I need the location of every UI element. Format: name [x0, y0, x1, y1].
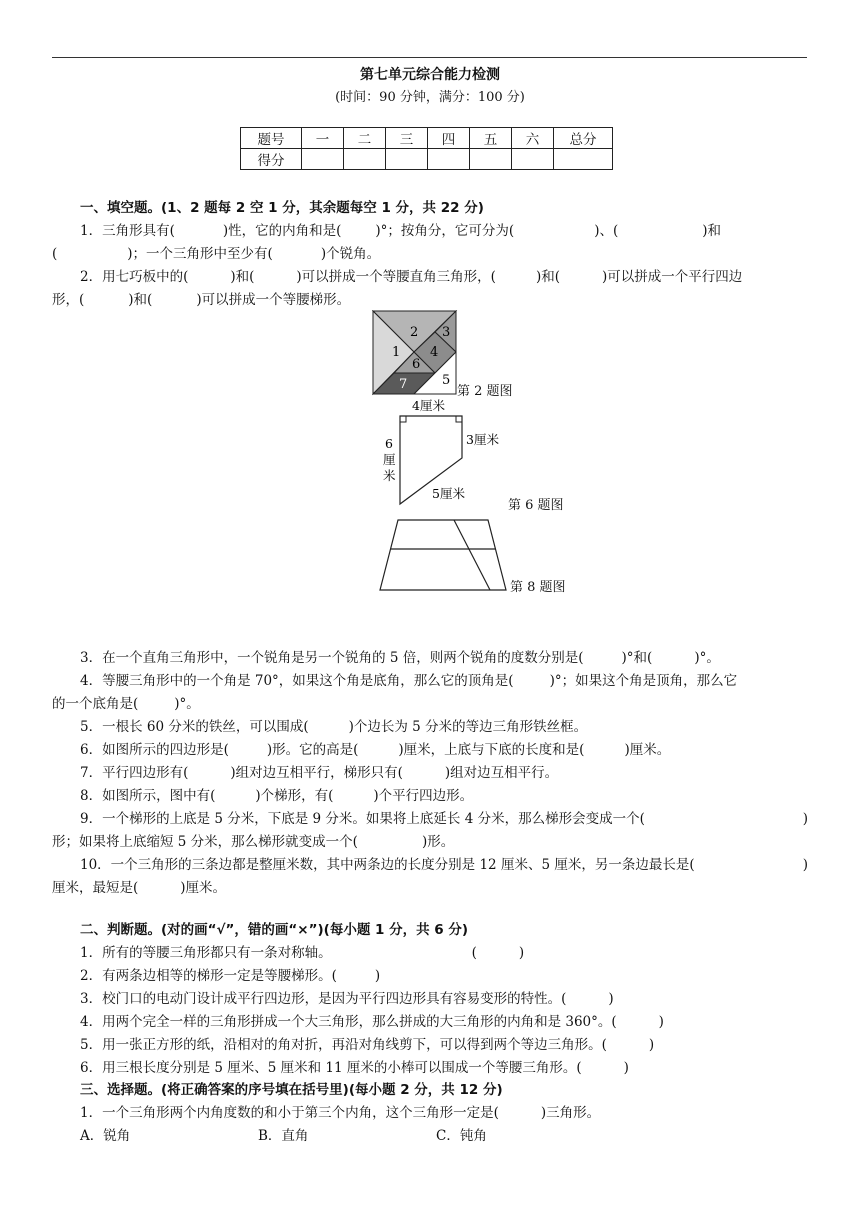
choice-question-1: 1．一个三角形两个内角度数的和小于第三个内角，这个三角形一定是( )三角形。	[80, 1105, 601, 1121]
question-4: 4．等腰三角形中的一个角是 70°，如果这个角是底角，那么它的顶角是( )°；如果这个角是顶角，那么它	[80, 673, 738, 689]
page-subtitle: (时间：90 分钟，满分：100 分)	[335, 90, 525, 105]
choice-options	[52, 1126, 836, 1146]
right-angle-mark	[400, 416, 406, 422]
tangram-label: 6	[412, 357, 421, 372]
score-entry-cell[interactable]	[512, 149, 554, 170]
score-cell: 一	[302, 128, 344, 149]
section3-heading: 三、选择题。(将正确答案的序号填在括号里)(每小题 2 分，共 12 分)	[80, 1082, 503, 1098]
right-length-label: 3厘米	[466, 432, 499, 447]
question-8: 8．如图所示，图中有( )个梯形，有( )个平行四边形。	[80, 788, 474, 804]
tangram-label: 3	[442, 325, 451, 340]
score-cell: 六	[512, 128, 554, 149]
score-entry-cell[interactable]	[470, 149, 512, 170]
score-entry-cell[interactable]	[302, 149, 344, 170]
score-entry-cell[interactable]	[554, 149, 613, 170]
trapezoid-figure	[378, 396, 518, 512]
left-length-label: 6	[385, 436, 393, 451]
top-length-label: 4厘米	[412, 398, 445, 413]
judge-item-2: 2．有两条边相等的梯形一定是等腰梯形。( )	[80, 968, 381, 984]
question-1: 1．三角形具有( )性，它的内角和是( )°；按角分，它可分为( )、( )和	[80, 223, 722, 239]
score-cell: 二	[344, 128, 386, 149]
question-1-cont: ( )；一个三角形中至少有( )个锐角。	[52, 246, 381, 262]
tangram-label: 7	[399, 377, 408, 392]
judge-item-4: 4．用两个完全一样的三角形拼成一个大三角形，那么拼成的大三角形的内角和是 360°。( )	[80, 1014, 664, 1030]
score-cell: 五	[470, 128, 512, 149]
question-10-cont: 厘米，最短是( )厘米。	[52, 880, 227, 896]
score-cell: 四	[428, 128, 470, 149]
page-title: 第七单元综合能力检测	[360, 67, 500, 83]
score-table-score-row	[241, 149, 613, 170]
score-cell: 题号	[241, 128, 302, 149]
question-3: 3．在一个直角三角形中，一个锐角是另一个锐角的 5 倍，则两个锐角的度数分别是( )°和( )°。	[80, 650, 720, 666]
section1-heading: 一、填空题。(1、2 题每 2 空 1 分，其余题每空 1 分，共 22 分)	[80, 200, 484, 216]
score-cell: 三	[386, 128, 428, 149]
tangram-label: 5	[442, 373, 451, 388]
question-2-cont: 形，( )和( )可以拼成一个等腰梯形。	[52, 292, 351, 308]
judge-item-1: 1．所有的等腰三角形都只有一条对称轴。 ( )	[80, 945, 525, 961]
question-6: 6．如图所示的四边形是( )形。它的高是( )厘米，上底与下底的长度和是( )厘米。	[80, 742, 671, 758]
score-entry-cell[interactable]	[386, 149, 428, 170]
slant-length-label: 5厘米	[432, 486, 465, 501]
score-cell: 总分	[554, 128, 613, 149]
figure-6-caption: 第 6 题图	[508, 498, 564, 513]
tangram-label: 4	[430, 345, 439, 360]
outer-trapezoid	[380, 520, 506, 590]
option-a[interactable]: A．锐角	[80, 1128, 131, 1144]
option-b[interactable]: B．直角	[258, 1128, 309, 1144]
judge-item-5: 5．用一张正方形的纸，沿相对的角对折，再沿对角线剪下，可以得到两个等边三角形。( )	[80, 1037, 655, 1053]
judge-item-6: 6．用三根长度分别是 5 厘米、5 厘米和 11 厘米的小棒可以围成一个等腰三角形。( )	[80, 1060, 629, 1076]
question-4-cont: 的一个底角是( )°。	[52, 696, 200, 712]
question-10: 10．一个三角形的三条边都是整厘米数，其中两条边的长度分别是 12 厘米、5 厘米，另一条边最长是( )	[80, 857, 808, 873]
figure-2-caption: 第 2 题图	[457, 384, 513, 399]
judge-item-3: 3．校门口的电动门设计成平行四边形，是因为平行四边形具有容易变形的特性。( )	[80, 991, 614, 1007]
question-5: 5．一根长 60 分米的铁丝，可以围成( )个边长为 5 分米的等边三角形铁丝框。	[80, 719, 588, 735]
top-rule	[52, 57, 807, 58]
tangram-label: 1	[392, 345, 401, 360]
section2-heading: 二、判断题。(对的画“√”，错的画“×”)(每小题 1 分，共 6 分)	[80, 922, 469, 938]
question-7: 7．平行四边形有( )组对边互相平行，梯形只有( )组对边互相平行。	[80, 765, 559, 781]
score-entry-cell[interactable]	[344, 149, 386, 170]
score-entry-cell[interactable]	[428, 149, 470, 170]
figure-8-caption: 第 8 题图	[510, 580, 566, 595]
left-length-label: 米	[383, 468, 396, 483]
question-9-cont: 形；如果将上底缩短 5 分米，那么梯形就变成一个( )形。	[52, 834, 455, 850]
score-table-header-row	[241, 128, 613, 149]
question-9: 9．一个梯形的上底是 5 分米，下底是 9 分米。如果将上底延长 4 分米，那么梯形会变成一个( )	[80, 811, 808, 827]
score-cell: 得分	[241, 149, 302, 170]
score-table	[240, 127, 613, 170]
inner-line	[454, 520, 490, 590]
question-2: 2．用七巧板中的( )和( )可以拼成一个等腰直角三角形，( )和( )可以拼成一个平行四边	[80, 269, 743, 285]
right-angle-mark	[456, 416, 462, 422]
option-c[interactable]: C．钝角	[436, 1128, 487, 1144]
left-length-label: 厘	[383, 452, 396, 467]
tangram-figure	[372, 310, 458, 396]
tangram-label: 2	[410, 325, 419, 340]
trapezoid-grid-figure	[378, 516, 510, 592]
